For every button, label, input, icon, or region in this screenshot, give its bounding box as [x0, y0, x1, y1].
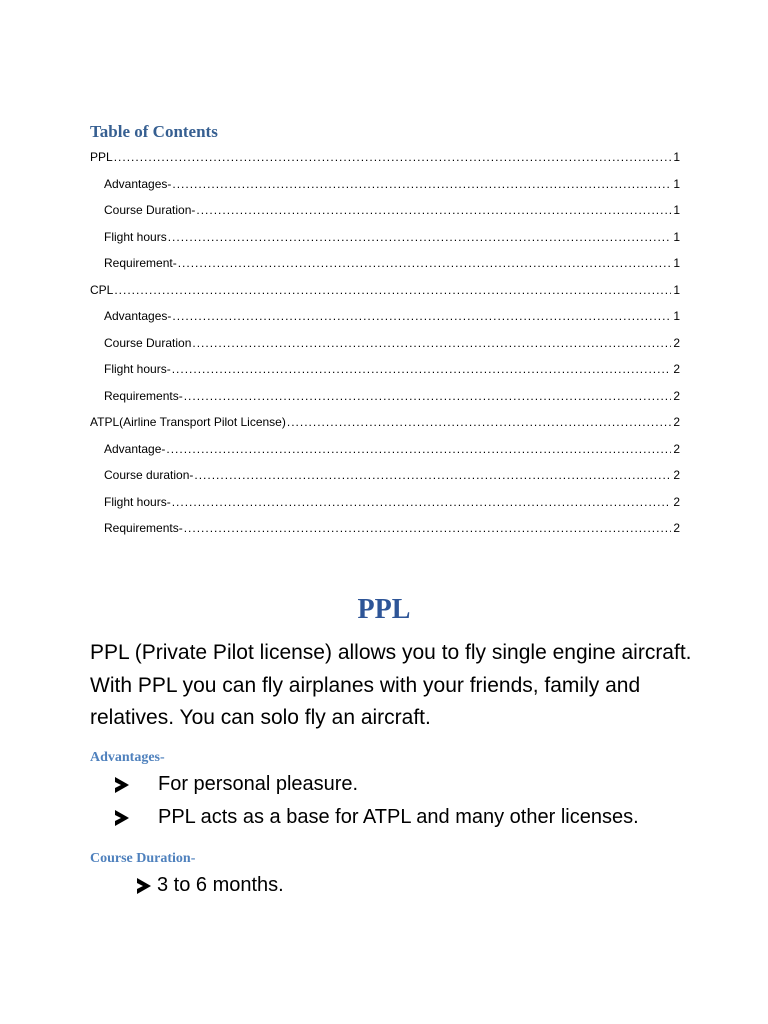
toc-leader-dots — [184, 517, 672, 539]
toc-entry-atpl-flight-hours[interactable] — [90, 491, 680, 518]
toc-entry-ppl-course-duration[interactable] — [90, 199, 680, 226]
toc-leader-dots — [172, 358, 672, 380]
toc-entry-label: Advantages- — [104, 309, 172, 323]
toc-entry-label: Requirements- — [104, 521, 183, 535]
toc-entry-label: Flight hours- — [104, 362, 171, 376]
toc-page-number: 1 — [673, 256, 680, 270]
toc-entry-cpl-requirements[interactable] — [90, 385, 680, 412]
toc-entry-label: ATPL(Airline Transport Pilot License) — [90, 415, 286, 429]
toc-entry-label: PPL — [90, 150, 113, 164]
toc-leader-dots — [287, 411, 671, 433]
toc-entry-label: Requirements- — [104, 388, 183, 403]
toc-entry-label: Course Duration- — [104, 203, 196, 217]
toc-leader-dots — [196, 199, 671, 221]
toc-page-number: 1 — [673, 229, 680, 244]
toc-page-number: 2 — [673, 415, 680, 429]
advantages-heading: Advantages- — [90, 750, 165, 765]
duration-item — [137, 874, 284, 897]
toc-page-number: 2 — [673, 494, 680, 509]
arrowhead-bullet-icon — [115, 810, 129, 826]
toc-entry-atpl-requirements[interactable] — [90, 517, 680, 544]
section-title: PPL — [357, 594, 411, 625]
toc-entry-ppl[interactable] — [90, 146, 680, 173]
toc-entry-label: Course duration- — [104, 468, 194, 482]
toc-entry-cpl-flight-hours[interactable] — [90, 358, 680, 385]
toc-entry-cpl-course-duration[interactable] — [90, 332, 680, 359]
toc-page-number: 2 — [673, 468, 680, 482]
toc-entry-label: Flight hours — [104, 229, 167, 244]
table-of-contents — [90, 146, 680, 544]
toc-page-number: 1 — [673, 309, 680, 323]
toc-page-number: 2 — [673, 335, 680, 350]
toc-page-number: 2 — [673, 521, 680, 535]
duration-text: 3 to 6 months. — [157, 874, 284, 896]
toc-entry-cpl[interactable] — [90, 279, 680, 306]
toc-leader-dots — [168, 226, 672, 248]
advantage-text: PPL acts as a base for ATPL and many other licenses. — [158, 806, 639, 828]
toc-entry-ppl-advantages[interactable] — [90, 173, 680, 200]
toc-entry-label: Flight hours- — [104, 494, 171, 509]
toc-entry-label: Course Duration — [104, 335, 192, 350]
toc-entry-atpl-advantage[interactable] — [90, 438, 680, 465]
toc-entry-atpl[interactable] — [90, 411, 680, 438]
toc-page-number: 2 — [673, 441, 680, 456]
toc-entry-cpl-advantages[interactable] — [90, 305, 680, 332]
toc-leader-dots — [166, 438, 671, 460]
arrowhead-bullet-icon — [137, 878, 151, 894]
toc-leader-dots — [178, 252, 672, 274]
advantage-text: For personal pleasure. — [158, 773, 359, 795]
toc-leader-dots — [184, 385, 672, 407]
toc-leader-dots — [172, 491, 672, 513]
toc-page-number: 1 — [673, 282, 680, 297]
toc-leader-dots — [172, 173, 671, 195]
course-duration-heading: Course Duration- — [90, 851, 196, 866]
toc-entry-ppl-flight-hours[interactable] — [90, 226, 680, 253]
toc-leader-dots — [114, 279, 671, 301]
intro-paragraph: PPL (Private Pilot license) allows you to fly single engine aircraft. With PPL you can fly airplanes with your friends, family and relatives. You can solo fly an aircraft. — [90, 641, 692, 729]
toc-leader-dots — [194, 464, 671, 486]
toc-page-number: 1 — [673, 203, 680, 217]
toc-page-number: 1 — [673, 150, 680, 164]
toc-entry-atpl-course-duration[interactable] — [90, 464, 680, 491]
toc-entry-label: Advantages- — [104, 176, 172, 191]
advantage-item — [115, 806, 639, 829]
toc-entry-label: Requirement- — [104, 256, 177, 270]
arrowhead-bullet-icon — [115, 777, 129, 793]
toc-leader-dots — [192, 332, 671, 354]
toc-entry-label: Advantage- — [104, 441, 166, 456]
toc-entry-label: CPL — [90, 282, 114, 297]
toc-leader-dots — [172, 305, 671, 327]
toc-page-number: 2 — [673, 362, 680, 376]
toc-heading: Table of Contents — [90, 122, 218, 141]
toc-leader-dots — [114, 146, 672, 168]
advantage-item — [115, 773, 358, 796]
toc-page-number: 2 — [673, 388, 680, 403]
toc-page-number: 1 — [673, 176, 680, 191]
toc-entry-ppl-requirement[interactable] — [90, 252, 680, 279]
